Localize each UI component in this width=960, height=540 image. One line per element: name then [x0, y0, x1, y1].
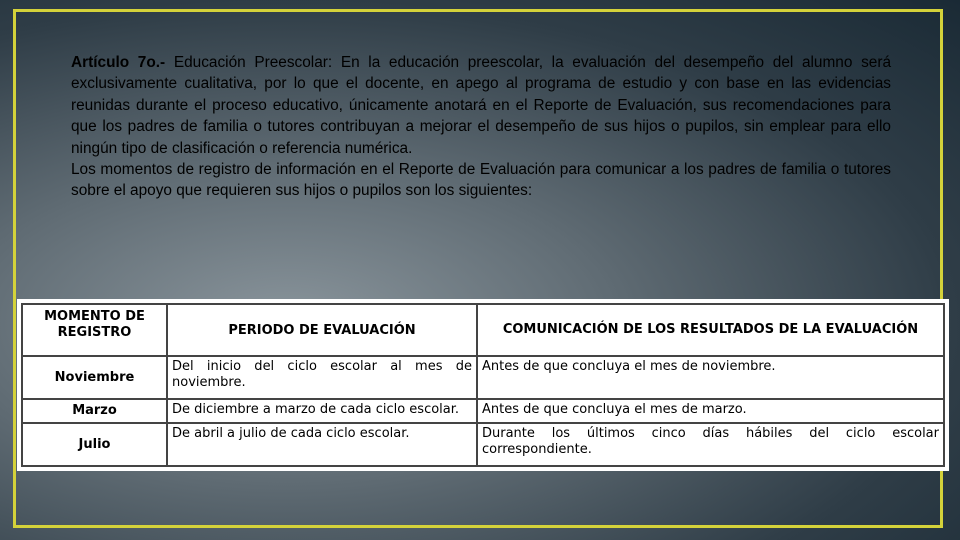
row-periodo: De diciembre a marzo de cada ciclo escolar.	[167, 399, 477, 423]
table-row	[22, 423, 944, 466]
table-row	[22, 356, 944, 399]
header-periodo: PERIODO DE EVALUACIÓN	[167, 304, 477, 356]
evaluation-table	[21, 303, 945, 467]
row-periodo: De abril a julio de cada ciclo escolar.	[167, 423, 477, 466]
table-header-row	[22, 304, 944, 356]
header-comunicacion: COMUNICACIÓN DE LOS RESULTADOS DE LA EVALUACIÓN	[477, 304, 944, 356]
evaluation-table-image	[17, 299, 949, 471]
paragraph-1	[71, 52, 891, 159]
row-comunicacion: Antes de que concluya el mes de marzo.	[477, 399, 944, 423]
row-momento: Marzo	[22, 399, 167, 423]
header-momento: MOMENTO DE REGISTRO	[22, 304, 167, 356]
row-comunicacion: Durante los últimos cinco días hábiles del ciclo escolar correspondiente.	[477, 423, 944, 466]
article-lead: Artículo 7o.-	[71, 54, 166, 71]
row-momento: Noviembre	[22, 356, 167, 399]
row-comunicacion: Antes de que concluya el mes de noviembre.	[477, 356, 944, 399]
article-text	[71, 52, 891, 202]
paragraph-2: Los momentos de registro de información en el Reporte de Evaluación para comunicar a los padres de familia o tutores sobre el apoyo que requieren sus hijos o pupilos son los siguientes:	[71, 161, 891, 200]
paragraph-1-body: Educación Preescolar: En la educación preescolar, la evaluación del desempeño del alumno será exclusivamente cualitativa, por lo que el docente, en apego al programa de estudio y con base en las evidencias reunidas durante el proceso educativo, únicamente anotará en el Reporte de Evaluación, sus recomendaciones para que los padres de familia o tutores contribuyan a mejorar el desempeño de sus hijos o pupilos, sin emplear para ello ningún tipo de clasificación o referencia numérica.	[71, 54, 892, 157]
table-row	[22, 399, 944, 423]
row-momento: Julio	[22, 423, 167, 466]
row-periodo: Del inicio del ciclo escolar al mes de noviembre.	[167, 356, 477, 399]
